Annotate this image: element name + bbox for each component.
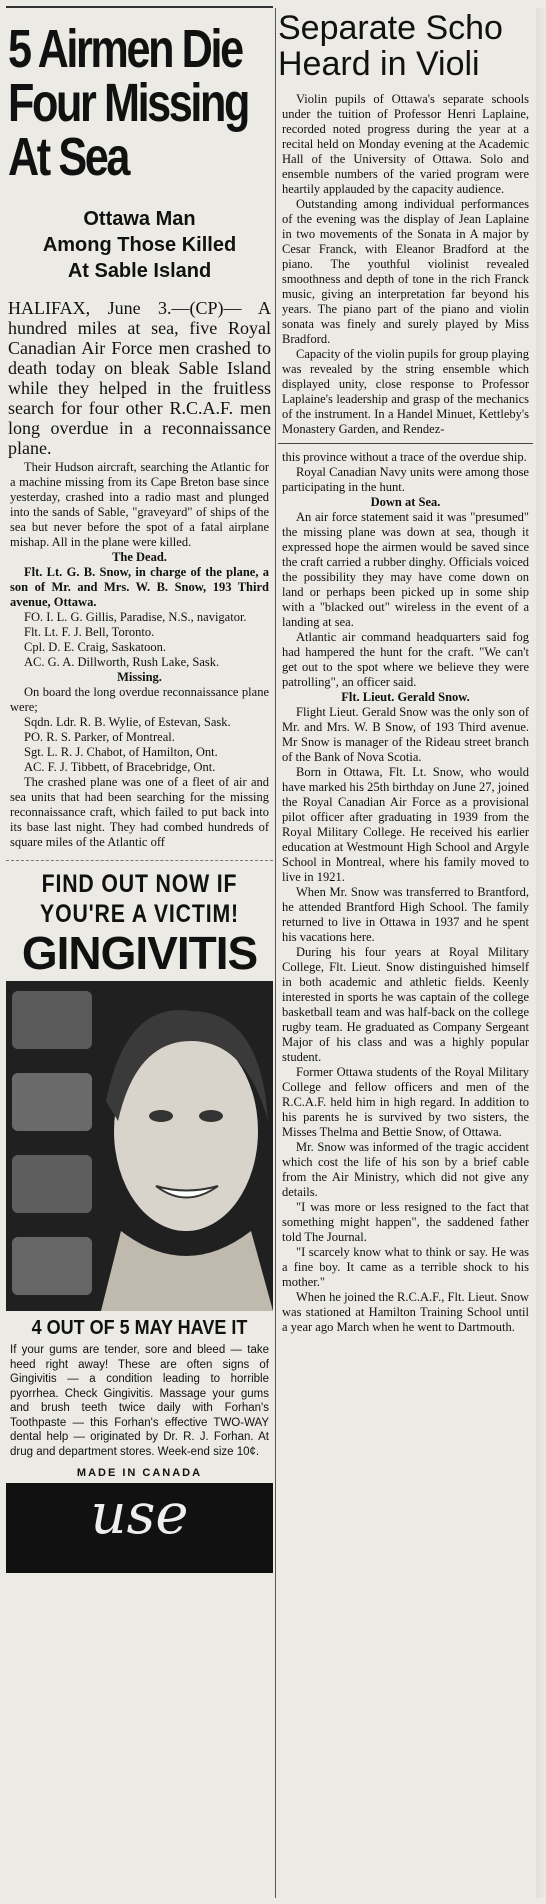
ad-photo bbox=[6, 981, 273, 1311]
paragraph: Flight Lieut. Gerald Snow was the only son of Mr. and Mrs. W. B Snow, of 193 Third avenue. Mr Snow is manager of the Rideau street branch of the Bank of Nova Scotia. bbox=[282, 705, 529, 764]
paragraph: The crashed plane was one of a fleet of air and sea units that had been searching for the missing reconnaissance craft, which failed to put back into its base last night. They had combed hundreds of square miles of the Atlantic off bbox=[10, 775, 269, 849]
headline-line-3: At Sea bbox=[8, 127, 129, 187]
dead-item: Cpl. D. E. Craig, Saskatoon. bbox=[24, 640, 167, 654]
section-heading-dead: The Dead. bbox=[112, 550, 167, 564]
paragraph: this province without a trace of the overdue ship. bbox=[282, 450, 527, 464]
paragraph: Capacity of the violin pupils for group playing was revealed by the string ensemble which displayed unity, close response to Professor Laplaine's leadership and grasp of the mechanics of the instrument. In a Handel Minuet, Kettleby's Monastery Garden, and Rendez- bbox=[282, 347, 529, 436]
paragraph: Violin pupils of Ottawa's separate schools under the tuition of Professor Henri Laplaine, recorded noted progress during the year at a recital held on Monday evening at the Academic Hall of the University of Ottawa. Solo and ensemble numbers of the varied program were heartily applauded by the capacity audience. bbox=[282, 92, 529, 196]
ad-photo-illustration bbox=[6, 981, 273, 1311]
paragraph: During his four years at Royal Military College, Flt. Lieut. Snow distinguished himself in both academic and athletic fields. Keenly interested in sports he was captain of the college basketball team and was half-back on the college rugby team. He graduated as Company Sergeant Major of his class and was a highly popular student. bbox=[282, 945, 529, 1064]
teeth-image-4 bbox=[12, 1237, 92, 1295]
article-body-left bbox=[10, 460, 269, 850]
headline-line-1: 5 Airmen Die bbox=[8, 19, 242, 79]
dead-item: Flt. Lt. G. B. Snow, in charge of the plane, a son of Mr. and Mrs. W. B. Snow, 193 Third avenue, Ottawa. bbox=[10, 565, 269, 609]
airmen-article-continuation bbox=[282, 450, 529, 1335]
paragraph: When Mr. Snow was transferred to Brantford, he attended Brantford High School. The family returned to live in Ottawa in 1937 and he spent his vacations here. bbox=[282, 885, 529, 944]
main-headline bbox=[8, 19, 272, 187]
column-rule bbox=[275, 8, 276, 1898]
dead-item: AC. G. A. Dillworth, Rush Lake, Sask. bbox=[24, 655, 220, 669]
paragraph: Outstanding among individual performances of the evening was the display of Jean Laplaine in two movements of the Sonata in A major by Cesar Franck, with Eleanor Bradford at the piano. The youthful violinist revealed smoothness and depth of tone in the rich Franck music, giving an interpretation far beyond his years. The piano part of the piano and violin sonata was finely and surely played by Miss Bradford. bbox=[282, 197, 529, 346]
lead-paragraph: HALIFAX, June 3.—(CP)— A hundred miles at sea, five Royal Canadian Air Force men crashed to death today on bleak Sable Island while they helped in the fruitless search for four other R.C.A.F. men long overdue in a reconnaissance plane. bbox=[8, 298, 271, 458]
paragraph: Born in Ottawa, Flt. Lt. Snow, who would have marked his 25th birthday on June 27, joined the Royal Canadian Air Force as a provisional pilot officer after graduating in 1939 from the Royal Military College. He received his earlier education at Westmount High School and Argyle School in Montreal, where his family moved to live in 1921. bbox=[282, 765, 529, 884]
ad-gingivitis-title: GINGIVITIS bbox=[21, 927, 258, 979]
ad-find-line-2: YOU'RE A VICTIM! bbox=[40, 900, 239, 928]
dead-item: FO. I. L. G. Gillis, Paradise, N.S., navigator. bbox=[24, 610, 247, 624]
headline-line-2: Four Missing bbox=[8, 73, 248, 133]
paragraph: When he joined the R.C.A.F., Flt. Lieut. Snow was stationed at Hamilton Training School until a year ago March when he went to Dartmouth. bbox=[282, 1290, 529, 1334]
teeth-image-1 bbox=[12, 991, 92, 1049]
subheadline bbox=[6, 206, 273, 284]
section-heading-snow: Flt. Lieut. Gerald Snow. bbox=[341, 690, 470, 704]
violin-headline-line-2: Heard in Violi bbox=[278, 45, 480, 83]
teeth-image-3 bbox=[12, 1155, 92, 1213]
paragraph: Former Ottawa students of the Royal Military College and fellow officers and men of the R.C.A.F. held him in high regard. In addition to his parents he is survived by two sisters, the Misses Thelma and Bettie Snow, of Ottawa. bbox=[282, 1065, 529, 1139]
dead-item: Flt. Lt. F. J. Bell, Toronto. bbox=[24, 625, 155, 639]
paragraph: "I scarcely know what to think or say. He was a fine boy. It came as a terrible shock to his mother." bbox=[282, 1245, 529, 1289]
paragraph: Mr. Snow was informed of the tragic accident which cost the life of his son by a brief cable from the Air Ministry, which did not give any details. bbox=[282, 1140, 529, 1199]
paragraph: "I was more or less resigned to the fact that something might happen", the saddened father told The Journal. bbox=[282, 1200, 529, 1244]
left-column bbox=[6, 8, 273, 1898]
ad-body-text: If your gums are tender, sore and bleed — take heed right away! These are often signs of Gingivitis — a condition leading to horrible pyorrhea. Check Gingivitis. Massage your gums and brush teeth twice daily with Forhan's Toothpaste — this Forhan's effective TWO-WAY dental help — originated by Dr. R. J. Forhan. At drug and department stores. Week-end size 10¢. bbox=[10, 1344, 269, 1458]
violin-article-body bbox=[282, 92, 529, 437]
teeth-image-2 bbox=[12, 1073, 92, 1131]
missing-item: Sqdn. Ldr. R. B. Wylie, of Estevan, Sask. bbox=[24, 715, 231, 729]
ad-made-in-canada: MADE IN CANADA bbox=[76, 1467, 203, 1479]
subhead-line-1: Ottawa Man bbox=[83, 208, 196, 230]
violin-headline-line-1: Separate Scho bbox=[278, 9, 503, 47]
paragraph: Their Hudson aircraft, searching the Atlantic for a machine missing from its Cape Breton base since yesterday, crashed into a radio mast and plunged into the sands of Sable, "graveyard" of ships of the sea but never before the spot of a fatal airplane mishap. All in the plane were killed. bbox=[10, 460, 269, 549]
paragraph: Atlantic air command headquarters said fog had hampered the hunt for the craft. "We can't get out to the spot where we believe they were patrolling", an officer said. bbox=[282, 630, 529, 689]
missing-item: Sgt. L. R. J. Chabot, of Hamilton, Ont. bbox=[24, 745, 218, 759]
article-separator bbox=[278, 443, 533, 444]
ad-use-banner: use bbox=[6, 1483, 273, 1573]
missing-item: AC. F. J. Tibbett, of Bracebridge, Ont. bbox=[24, 760, 216, 774]
cut-off-right-column bbox=[536, 8, 546, 1898]
missing-item: PO. R. S. Parker, of Montreal. bbox=[24, 730, 175, 744]
subhead-line-2: Among Those Killed bbox=[42, 234, 237, 256]
paragraph: Royal Canadian Navy units were among those participating in the hunt. bbox=[282, 465, 529, 494]
ad-find-out-heading bbox=[26, 869, 253, 929]
ad-find-line-1: FIND OUT NOW IF bbox=[41, 870, 238, 898]
paragraph: On board the long overdue reconnaissance plane were; bbox=[10, 685, 269, 714]
gingivitis-advertisement bbox=[6, 860, 273, 1573]
subhead-line-3: At Sable Island bbox=[67, 260, 212, 282]
section-heading-down-at-sea: Down at Sea. bbox=[370, 495, 441, 509]
section-heading-missing: Missing. bbox=[117, 670, 162, 684]
ad-four-out-of-five: 4 OUT OF 5 MAY HAVE IT bbox=[31, 1317, 248, 1339]
middle-column bbox=[278, 8, 533, 1898]
violin-headline bbox=[278, 10, 533, 82]
cut-off-column-fill bbox=[536, 8, 546, 1898]
paragraph: An air force statement said it was "presumed" the missing plane was down at sea, though it expressed hope the airmen would be saved since the craft carried a rubber dinghy. Officials voiced the possibility they may have come down on land or perhaps been picked up in some ship with a "blacked out" wireless in the event of a landing at sea. bbox=[282, 510, 529, 629]
